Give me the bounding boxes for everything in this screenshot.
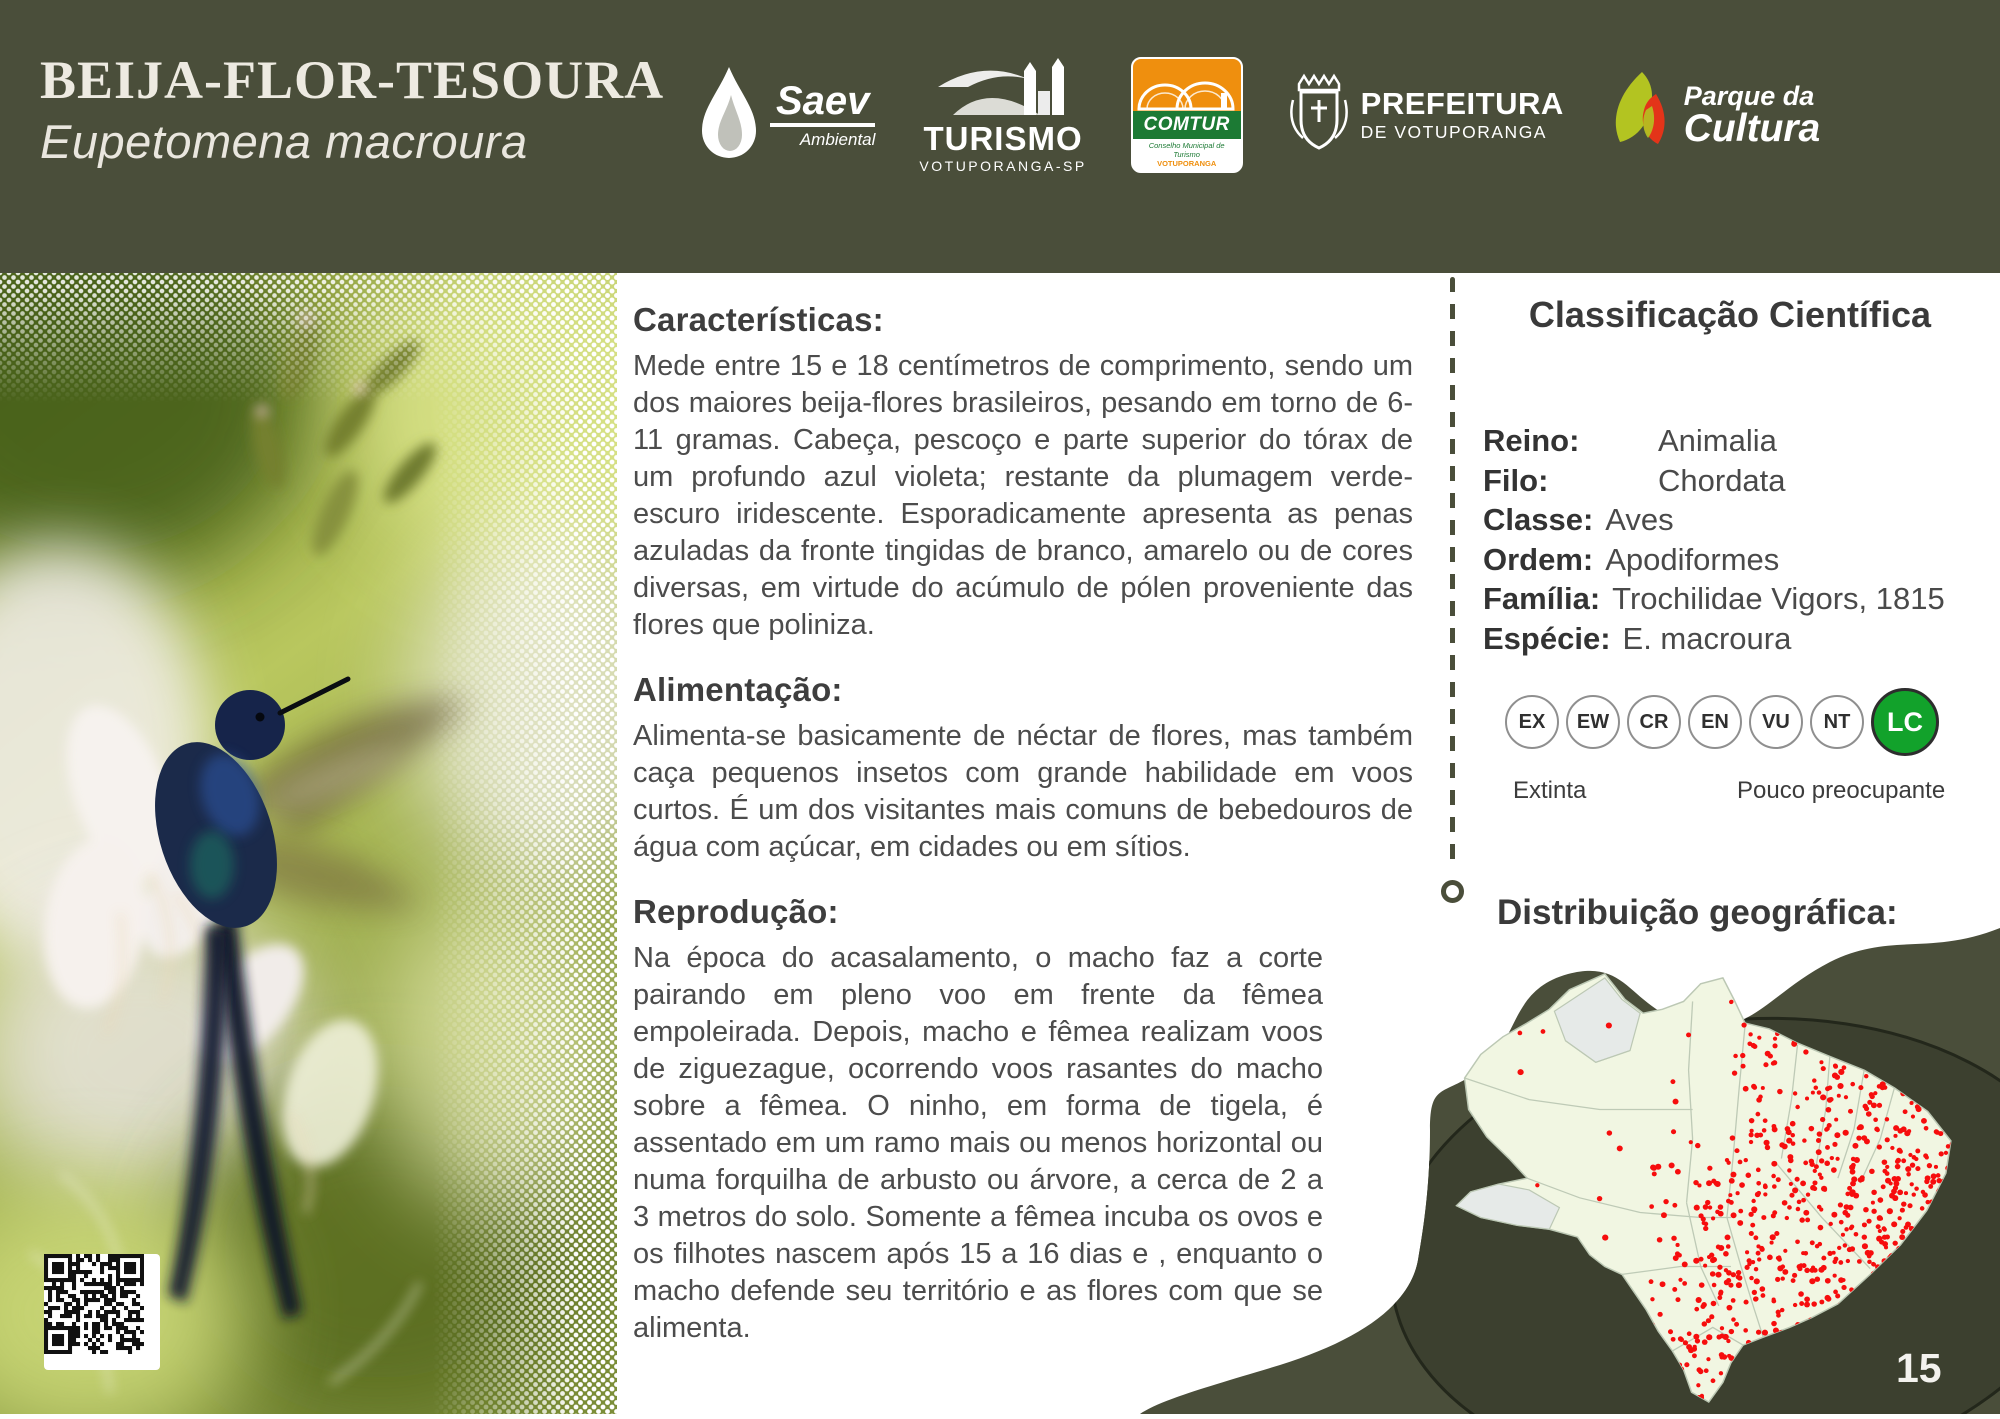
classification-table — [1483, 421, 1945, 658]
classification-row-classe: Classe: Aves — [1483, 502, 1674, 537]
header-band — [0, 0, 2000, 273]
comtur-city: VOTUPORANGA — [1157, 159, 1217, 168]
iucn-badge-ex: EX — [1505, 695, 1559, 749]
iucn-badge-cr: CR — [1627, 695, 1681, 749]
dashed-divider-line — [1450, 277, 1455, 869]
classification-row-familia: Família: Trochilidae Vigors, 1815 — [1483, 581, 1945, 616]
page-number: 15 — [1896, 1345, 1942, 1391]
classification-row-filo: Filo: Chordata — [1483, 462, 1786, 498]
pavilion-skyline-icon — [928, 57, 1078, 122]
prefeitura-wordmark: PREFEITURA — [1360, 85, 1564, 121]
comtur-pavilion-icon — [1133, 59, 1241, 111]
section-body-reproducao: Na época do acasalamento, o macho faz a corte pairando em pleno voo em frente da fêmea empoleirada. Depois, macho e fêmea realizam voos de ziguezague, ocorrendo voos rasantes do macho sobre a fêmea. O ninho, em forma de tigela, é assentado em um ramo mais ou menos horizontal ou numa forquilha de arbusto ou árvore, a cerca de 2 a 3 metros do solo. Somente a fêmea incuba os ovos e os filhotes nascem após 15 a 16 dias e , enquanto o macho defende seu território e as flores com que se alimenta. — [633, 942, 1323, 1344]
iucn-label-pouco-preocupante: Pouco preocupante — [1737, 777, 1946, 804]
leaf-flame-icon — [1608, 68, 1674, 163]
prefeitura-logo — [1287, 70, 1564, 161]
title-block — [40, 48, 664, 172]
prefeitura-subtitle: DE VOTUPORANGA — [1360, 121, 1547, 142]
divider-end-circle — [1441, 880, 1464, 903]
logo-row — [698, 50, 1820, 180]
section-heading-alimentacao: Alimentação: — [633, 671, 843, 708]
classification-heading: Classificação Científica — [1528, 294, 1932, 335]
comtur-subtitle: Conselho Municipal de Turismo — [1148, 141, 1225, 159]
iucn-label-extinta: Extinta — [1513, 777, 1587, 804]
parque-da-cultura-logo — [1608, 68, 1821, 163]
turismo-logo — [919, 57, 1086, 174]
section-heading-caracteristicas: Características: — [633, 301, 884, 338]
qr-code — [44, 1254, 160, 1370]
comtur-logo — [1131, 57, 1243, 173]
iucn-badge-vu: VU — [1749, 695, 1803, 749]
hummingbird-photo — [0, 273, 617, 1414]
iucn-badge-nt: NT — [1810, 695, 1864, 749]
iucn-badge-lc: LC — [1871, 688, 1939, 756]
iucn-badge-en: EN — [1688, 695, 1742, 749]
distribution-heading: Distribuição geográfica: — [1497, 893, 1898, 932]
saev-logo — [698, 65, 875, 166]
page-title: BEIJA-FLOR-TESOURA — [40, 50, 665, 110]
halftone-texture-right — [432, 273, 617, 1414]
turismo-subtitle: VOTUPORANGA-SP — [919, 157, 1087, 174]
species-scientific-name: Eupetomena macroura — [40, 115, 528, 168]
classification-row-ordem: Ordem: Apodiformes — [1483, 541, 1780, 577]
classification-row-especie: Espécie: E. macroura — [1483, 620, 1792, 656]
saev-wordmark: Saev — [770, 81, 875, 127]
water-drop-icon — [698, 65, 760, 166]
section-body-alimentacao: Alimenta-se basicamente de néctar de flores, mas também caça pequenos insetos com grande habilidade em voos curtos. É um dos visitantes mais comuns de bebedouros de água com açúcar, em cidades ou em sítios. — [633, 720, 1413, 863]
iucn-badge-ew: EW — [1566, 695, 1620, 749]
parque-line1: Parque da — [1683, 81, 1815, 111]
saev-subtitle: Ambiental — [799, 129, 876, 149]
classification-row-reino: Reino: Animalia — [1483, 423, 1777, 458]
parque-line2: Cultura — [1683, 107, 1821, 150]
turismo-wordmark: TURISMO — [923, 119, 1083, 157]
brazil-distribution-map — [1398, 972, 1963, 1404]
iucn-status-scale — [1505, 688, 1939, 756]
comtur-wordmark: COMTUR — [1133, 111, 1241, 139]
coat-of-arms-icon — [1287, 70, 1351, 161]
section-body-caracteristicas: Mede entre 15 e 18 centímetros de comprimento, sendo um dos maiores beija-flores brasileiros, pesando em torno de 6-11 gramas. Cabeça, pescoço e parte superior do tórax de um profundo azul violeta; restante da plumagem verde-escuro iridescente. Esporadicamente apresenta as penas azuladas da fronte tingidas de branco, amarelo ou de cores diversas, em virtude do acúmulo de pólen proveniente das flores que poliniza. — [633, 350, 1413, 641]
section-heading-reproducao: Reprodução: — [633, 893, 839, 930]
